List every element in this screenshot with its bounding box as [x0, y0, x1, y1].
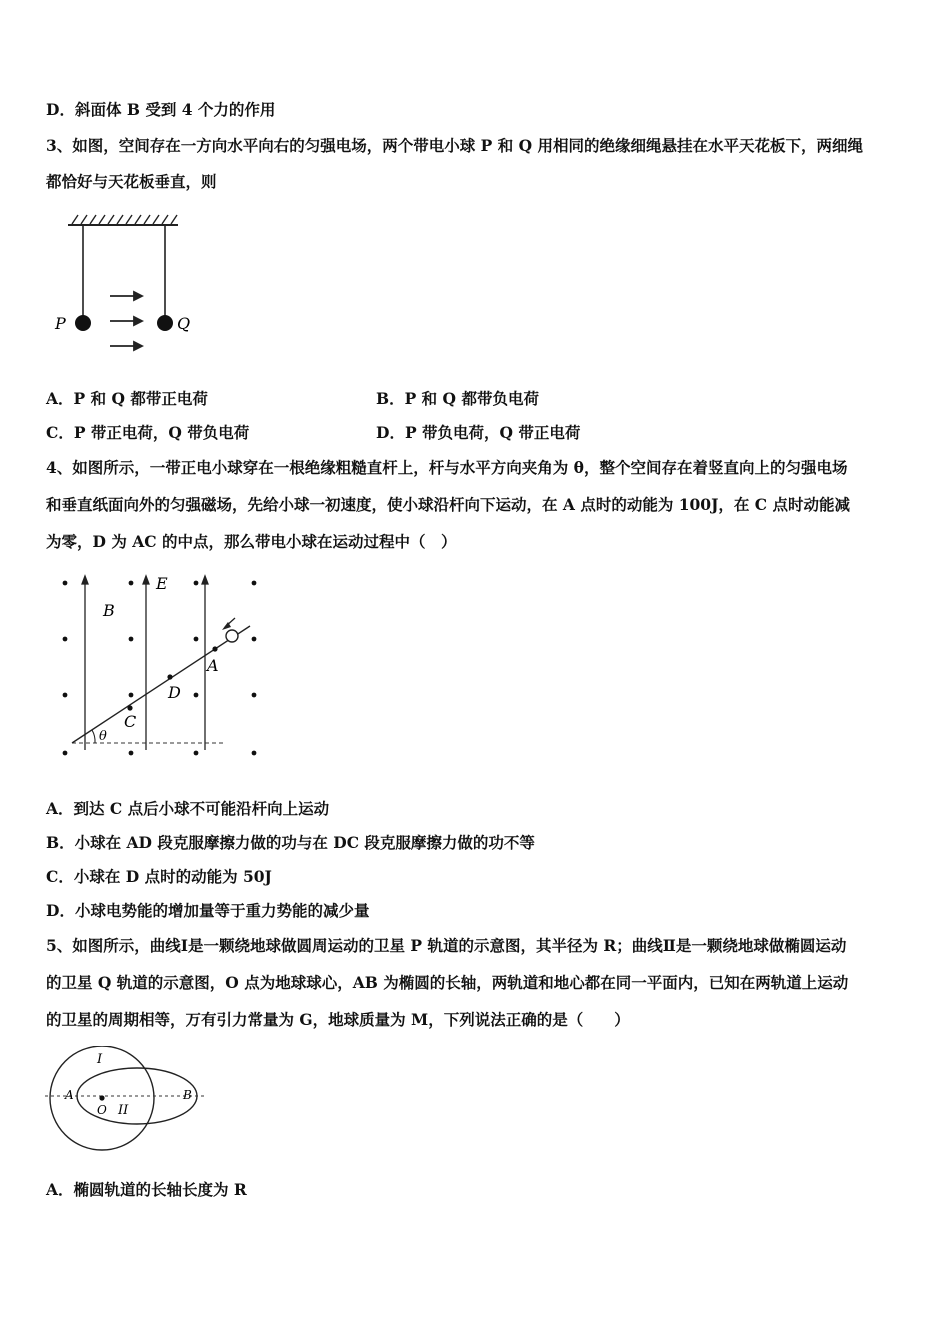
- earth-center: [99, 1095, 104, 1100]
- label-theta: θ: [99, 729, 107, 744]
- label-c: C: [124, 712, 137, 731]
- ball-q: [157, 315, 173, 331]
- q5-stem-line-1: 5、如图所示，曲线Ⅰ是一颗绕地球做圆周运动的卫星 P 轨道的示意图，其半径为 R；曲线Ⅱ是一颗绕地球做椭圆运动: [46, 936, 847, 955]
- q2-option-d: D．斜面体 B 受到 4 个力的作用: [46, 100, 276, 119]
- q4-option-d: D．小球电势能的增加量等于重力势能的减少量: [46, 901, 370, 920]
- q3-option-a: A．P 和 Q 都带正电荷: [46, 389, 208, 408]
- label-i: I: [97, 1052, 103, 1067]
- ball-p: [75, 315, 91, 331]
- q3-figure: [50, 208, 210, 358]
- label-a: A: [207, 656, 219, 675]
- q5-figure: [45, 1046, 205, 1161]
- q4-stem-line-2: 和垂直纸面向外的匀强磁场，先给小球一初速度，使小球沿杆向下运动，在 A 点时的动能为 100J，在 C 点时动能减: [46, 495, 851, 514]
- q4-option-b: B．小球在 AD 段克服摩擦力做的功与在 DC 段克服摩擦力做的功不等: [46, 833, 535, 852]
- q3-option-d: D．P 带负电荷，Q 带正电荷: [376, 423, 581, 442]
- field-arrows: [110, 292, 142, 350]
- q4-option-c: C．小球在 D 点时的动能为 50J: [46, 867, 272, 886]
- label-d: D: [168, 683, 181, 702]
- ball: [226, 630, 238, 642]
- q5-stem-line-3: 的卫星的周期相等，万有引力常量为 G，地球质量为 M，下列说法正确的是（ ）: [46, 1010, 630, 1029]
- q5-stem-line-2: 的卫星 Q 轨道的示意图，O 点为地球球心，AB 为椭圆的长轴，两轨道和地心都在同一平面内，已知在两轨道上运动: [46, 973, 849, 992]
- label-p: P: [55, 314, 66, 333]
- q4-option-a: A．到达 C 点后小球不可能沿杆向上运动: [46, 799, 330, 818]
- label-ii: II: [118, 1103, 129, 1118]
- q4-stem-line-3: 为零，D 为 AC 的中点，那么带电小球在运动过程中（ ）: [46, 532, 457, 551]
- label-o: O: [97, 1103, 107, 1117]
- q5-option-a: A．椭圆轨道的长轴长度为 R: [46, 1180, 247, 1199]
- q3-stem-line-1: 3、如图，空间存在一方向水平向右的匀强电场，两个带电小球 P 和 Q 用相同的绝缘细绳悬挂在水平天花板下，两细绳: [46, 136, 864, 155]
- rod: [72, 626, 250, 743]
- q3-stem-line-2: 都恰好与天花板垂直，则: [46, 172, 217, 191]
- q3-option-b: B．P 和 Q 都带负电荷: [376, 389, 539, 408]
- label-e: E: [156, 574, 168, 593]
- q4-stem-line-1: 4、如图所示，一带正电小球穿在一根绝缘粗糙直杆上，杆与水平方向夹角为 θ，整个空间存在着竖直向上的匀强电场: [46, 458, 848, 477]
- label-q: Q: [177, 314, 191, 333]
- label-a: A: [65, 1088, 74, 1102]
- magnetic-field-dots: [63, 581, 257, 756]
- label-b: B: [103, 601, 115, 620]
- q4-figure: [55, 570, 265, 765]
- label-b: B: [183, 1088, 192, 1102]
- q3-option-c: C．P 带正电荷，Q 带负电荷: [46, 423, 250, 442]
